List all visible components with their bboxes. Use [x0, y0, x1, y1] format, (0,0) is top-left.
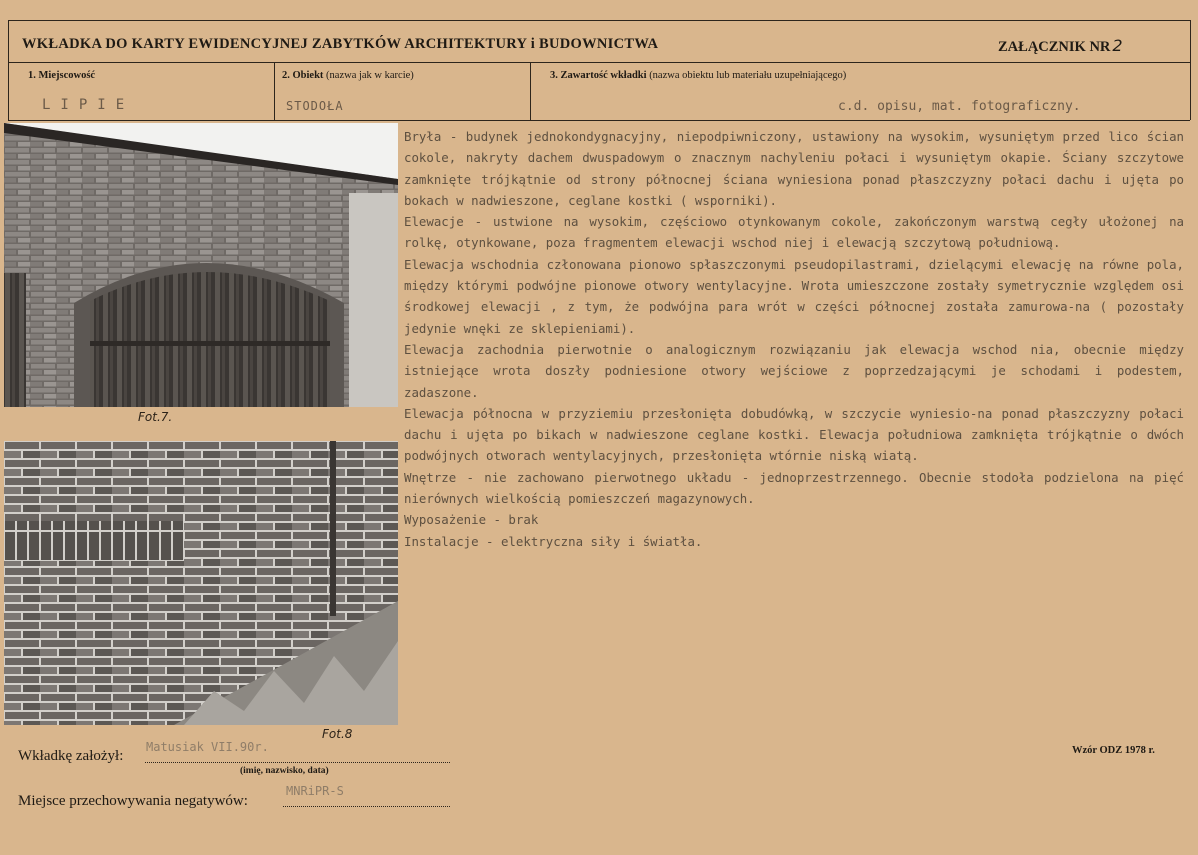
field-separator-1 [274, 62, 275, 120]
right-border [1190, 20, 1191, 120]
field-separator-2 [530, 62, 531, 120]
description [404, 126, 1184, 552]
location-label: 1. Miejscowość [28, 70, 96, 81]
annex-number [998, 36, 1123, 56]
negatives-value: MNRiPR-S [286, 784, 344, 798]
object-value: STODOŁA [286, 99, 344, 113]
author-value: Matusiak VII.90r. [146, 740, 269, 754]
object-label: 2. Obiekt (nazwa jak w karcie) [282, 70, 414, 81]
photo-2-caption: Fot.8 [322, 727, 353, 741]
location-value: LIPIE [42, 97, 135, 113]
description-paragraph: Instalacje - elektryczna siły i światła. [404, 533, 703, 549]
contents-value: c.d. opisu, mat. fotograficzny. [838, 99, 1081, 114]
negatives-line [283, 806, 450, 807]
form-model: Wzór ODZ 1978 r. [1072, 745, 1155, 756]
author-line [145, 762, 450, 763]
barn-gate-image [4, 123, 398, 407]
description-paragraph: Wyposażenie - brak [404, 512, 539, 528]
photo-barn-gate [4, 123, 398, 407]
description-paragraph: Elewacja północna w przyziemiu przesłonięta dobudówką, w szczycie wyniesio-na ponad płaszczyzny połaci dachu i ujęta po bikach w nadwieszone ceglane kostki. Elewacja południowa zamknięta trójkątnie o dwóch podwójnych otworach wentylacyjnych, przesłonięta wtórnie niską wiatą. [404, 405, 1184, 464]
card-title: WKŁADKA DO KARTY EWIDENCYJNEJ ZABYTKÓW ARCHITEKTURY i BUDOWNICTWA [22, 36, 659, 52]
author-label: Wkładkę założył: [18, 748, 124, 764]
fields-divider [8, 120, 1190, 121]
description-paragraph: Elewacja wschodnia członowana pionowo spłaszczonymi pseudopilastrami, dzielącymi elewację na równe pola, między którymi podwójne pionowe otwory wentylacyjne. Wrota umieszczone zostały symetrycznie względem osi środkowej elewacji , z tym, że podwójna para wrót w części północnej została zamurowa-na ( pozostały jedynie wnęki ze sklepieniami). [404, 256, 1184, 336]
author-hint: (imię, nazwisko, data) [240, 766, 329, 776]
left-border [8, 20, 9, 120]
annex-label: ZAŁĄCZNIK NR [998, 39, 1111, 55]
description-paragraph: Elewacje - ustwione na wysokim, częściowo otynkowanym cokole, zakończonym warstwą cegły ułożonej na rolkę, otynkowane, poza fragmentem elewacji wschod niej i elewacją szczytową południową. [404, 214, 1184, 251]
description-paragraph: Wnętrze - nie zachowano pierwotnego układu - jednoprzestrzennego. Obecnie stodoła podzielona na pięć nierównych wielkością pomieszczeń magazynowych. [404, 469, 1184, 507]
annex-handwritten-number: 2 [1112, 36, 1123, 55]
description-paragraph: Elewacja zachodnia pierwotnie o analogicznym rozwiązaniu jak elewacja wschod nia, obecnie między istniejące wrota doszły podniesione otwory wejściowe z poprzedzającymi je schodami i podestem, zadaszone. [404, 341, 1184, 400]
header-divider [8, 62, 1190, 63]
description-paragraph: Bryła - budynek jednokondygnacyjny, niepodpiwniczony, ustawiony na wysokim, wysuniętym przed lico ścian cokole, nakryty dachem dwuspadowym o znacznym nachyleniu połaci i wysuniętym okapie. Ściany szczytowe zamknięte trójkątnie od strony północnej ściana wyniesiona ponad płaszczyzny połaci dachu i ujęta po bokach w nadwieszone, ceglane kostki ( wsporniki). [404, 129, 1184, 208]
brick-wall-image [4, 441, 398, 725]
photo-brick-wall [4, 441, 398, 725]
top-border [8, 20, 1190, 21]
photo-1-caption: Fot.7. [138, 410, 173, 424]
negatives-label: Miejsce przechowywania negatywów: [18, 793, 248, 809]
contents-label: 3. Zawartość wkładki (nazwa obiektu lub materiału uzupełniającego) [550, 70, 847, 81]
